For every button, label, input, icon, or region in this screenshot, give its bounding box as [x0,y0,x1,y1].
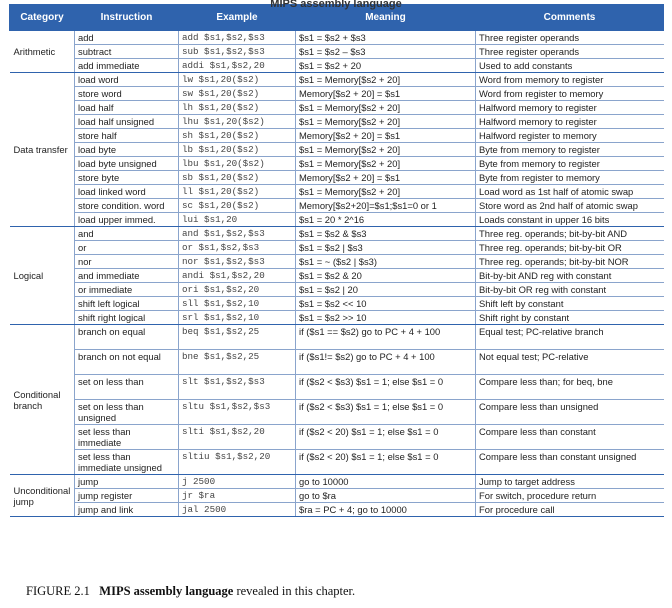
comments-cell: Word from register to memory [476,87,664,101]
meaning-cell: $s1 = $s2 + 20 [296,59,476,73]
meaning-cell: Memory[$s2 + 20] = $s1 [296,129,476,143]
table-row [10,213,664,227]
example-cell: jal 2500 [179,503,296,517]
table-row [10,199,664,213]
comments-cell: Halfword memory to register [476,101,664,115]
table-row [10,115,664,129]
comments-cell: Compare less than constant [476,425,664,450]
meaning-cell: Memory[$s2 + 20] = $s1 [296,87,476,101]
table-row [10,375,664,400]
instruction-cell: jump register [75,489,179,503]
header-instruction: Instruction [75,5,179,31]
category-cell: Logical [10,227,75,325]
category-cell: Conditional branch [10,325,75,475]
comments-cell: Load word as 1st half of atomic swap [476,185,664,199]
comments-cell: For switch, procedure return [476,489,664,503]
instruction-cell: set on less than [75,375,179,400]
example-cell: sw $s1,20($s2) [179,87,296,101]
example-cell: addi $s1,$s2,20 [179,59,296,73]
table-row [10,269,664,283]
comments-cell: Three reg. operands; bit-by-bit AND [476,227,664,241]
comments-cell: Bit-by-bit AND reg with constant [476,269,664,283]
example-cell: j 2500 [179,475,296,489]
header-category: Category [10,5,75,31]
table-row [10,87,664,101]
table-row [10,400,664,425]
table-row [10,171,664,185]
instruction-cell: store condition. word [75,199,179,213]
meaning-cell: go to 10000 [296,475,476,489]
header-comments: Comments [476,5,664,31]
meaning-cell: if ($s2 < $s3) $s1 = 1; else $s1 = 0 [296,375,476,400]
instruction-cell: jump [75,475,179,489]
table-row [10,45,664,59]
meaning-cell: $s1 = $s2 – $s3 [296,45,476,59]
figure [9,4,663,517]
meaning-cell: if ($s2 < 20) $s1 = 1; else $s1 = 0 [296,425,476,450]
meaning-cell: $s1 = $s2 | 20 [296,283,476,297]
category-cell: Data transfer [10,73,75,227]
meaning-cell: if ($s2 < $s3) $s1 = 1; else $s1 = 0 [296,400,476,425]
meaning-cell: $s1 = $s2 & $s3 [296,227,476,241]
instruction-cell: set less than immediate unsigned [75,450,179,475]
example-cell: sb $s1,20($s2) [179,171,296,185]
instruction-cell: load byte unsigned [75,157,179,171]
meaning-cell: $s1 = Memory[$s2 + 20] [296,115,476,129]
instruction-cell: add [75,31,179,45]
example-cell: sll $s1,$s2,10 [179,297,296,311]
example-cell: add $s1,$s2,$s3 [179,31,296,45]
comments-cell: Not equal test; PC-relative [476,350,664,375]
instruction-cell: store word [75,87,179,101]
comments-cell: Three register operands [476,31,664,45]
instruction-cell: branch on equal [75,325,179,350]
table-row [10,475,664,489]
table-row [10,297,664,311]
meaning-cell: $s1 = Memory[$s2 + 20] [296,157,476,171]
example-cell: lbu $s1,20($s2) [179,157,296,171]
instruction-cell: or [75,241,179,255]
meaning-cell: $s1 = Memory[$s2 + 20] [296,143,476,157]
mips-table [9,4,664,517]
meaning-cell: $s1 = $s2 << 10 [296,297,476,311]
meaning-cell: Memory[$s2 + 20] = $s1 [296,171,476,185]
meaning-cell: $s1 = 20 * 2^16 [296,213,476,227]
table-row [10,350,664,375]
meaning-cell: Memory[$s2+20]=$s1;$s1=0 or 1 [296,199,476,213]
instruction-cell: set on less than unsigned [75,400,179,425]
comments-cell: Compare less than unsigned [476,400,664,425]
caption-title: MIPS assembly language [99,584,234,598]
instruction-cell: load upper immed. [75,213,179,227]
table-body [10,31,664,517]
instruction-cell: and immediate [75,269,179,283]
comments-cell: Compare less than; for beq, bne [476,375,664,400]
meaning-cell: $s1 = Memory[$s2 + 20] [296,73,476,87]
caption-label: FIGURE 2.1 [26,584,90,598]
instruction-cell: or immediate [75,283,179,297]
comments-cell: Byte from register to memory [476,171,664,185]
comments-cell: Halfword register to memory [476,129,664,143]
example-cell: sh $s1,20($s2) [179,129,296,143]
example-cell: lui $s1,20 [179,213,296,227]
table-row [10,227,664,241]
meaning-cell: $s1 = $s2 & 20 [296,269,476,283]
instruction-cell: subtract [75,45,179,59]
example-cell: ll $s1,20($s2) [179,185,296,199]
table-row [10,185,664,199]
example-cell: sub $s1,$s2,$s3 [179,45,296,59]
table-row [10,31,664,45]
comments-cell: Equal test; PC-relative branch [476,325,664,350]
table-row [10,157,664,171]
meaning-cell: $s1 = $s2 >> 10 [296,311,476,325]
meaning-cell: $ra = PC + 4; go to 10000 [296,503,476,517]
meaning-cell: $s1 = $s2 | $s3 [296,241,476,255]
header-meaning: Meaning [296,5,476,31]
comments-cell: Used to add constants [476,59,664,73]
example-cell: slt $s1,$s2,$s3 [179,375,296,400]
instruction-cell: store half [75,129,179,143]
example-cell: slti $s1,$s2,20 [179,425,296,450]
instruction-cell: branch on not equal [75,350,179,375]
comments-cell: Compare less than constant unsigned [476,450,664,475]
comments-cell: Three reg. operands; bit-by-bit NOR [476,255,664,269]
header-example: Example [179,5,296,31]
example-cell: nor $s1,$s2,$s3 [179,255,296,269]
instruction-cell: load half unsigned [75,115,179,129]
instruction-cell: load byte [75,143,179,157]
comments-cell: Three reg. operands; bit-by-bit OR [476,241,664,255]
example-cell: andi $s1,$s2,20 [179,269,296,283]
meaning-cell: $s1 = $s2 + $s3 [296,31,476,45]
example-cell: beq $s1,$s2,25 [179,325,296,350]
comments-cell: Byte from memory to register [476,157,664,171]
table-row [10,325,664,350]
instruction-cell: nor [75,255,179,269]
example-cell: srl $s1,$s2,10 [179,311,296,325]
meaning-cell: if ($s2 < 20) $s1 = 1; else $s1 = 0 [296,450,476,475]
category-cell: Arithmetic [10,31,75,73]
instruction-cell: jump and link [75,503,179,517]
table-row [10,450,664,475]
comments-cell: For procedure call [476,503,664,517]
top-title-cutoff [9,0,663,3]
comments-cell: Byte from memory to register [476,143,664,157]
instruction-cell: load word [75,73,179,87]
instruction-cell: shift left logical [75,297,179,311]
table-row [10,425,664,450]
comments-cell: Shift right by constant [476,311,664,325]
comments-cell: Loads constant in upper 16 bits [476,213,664,227]
comments-cell: Store word as 2nd half of atomic swap [476,199,664,213]
example-cell: lb $s1,20($s2) [179,143,296,157]
comments-cell: Halfword memory to register [476,115,664,129]
meaning-cell: if ($s1 == $s2) go to PC + 4 + 100 [296,325,476,350]
instruction-cell: and [75,227,179,241]
example-cell: bne $s1,$s2,25 [179,350,296,375]
instruction-cell: load linked word [75,185,179,199]
meaning-cell: if ($s1!= $s2) go to PC + 4 + 100 [296,350,476,375]
table-row [10,255,664,269]
comments-cell: Word from memory to register [476,73,664,87]
meaning-cell: $s1 = Memory[$s2 + 20] [296,101,476,115]
example-cell: sltiu $s1,$s2,20 [179,450,296,475]
table-row [10,101,664,115]
caption-rest: revealed in this chapter. [233,584,356,598]
meaning-cell: $s1 = ~ ($s2 | $s3) [296,255,476,269]
instruction-cell: set less than immediate [75,425,179,450]
comments-cell: Three register operands [476,45,664,59]
meaning-cell: $s1 = Memory[$s2 + 20] [296,185,476,199]
figure-caption [26,584,355,599]
example-cell: sc $s1,20($s2) [179,199,296,213]
example-cell: and $s1,$s2,$s3 [179,227,296,241]
example-cell: jr $ra [179,489,296,503]
table-row [10,143,664,157]
example-cell: or $s1,$s2,$s3 [179,241,296,255]
example-cell: lh $s1,20($s2) [179,101,296,115]
example-cell: lhu $s1,20($s2) [179,115,296,129]
table-row [10,59,664,73]
table-row [10,241,664,255]
table-row [10,503,664,517]
table-row [10,311,664,325]
comments-cell: Bit-by-bit OR reg with constant [476,283,664,297]
meaning-cell: go to $ra [296,489,476,503]
table-row [10,489,664,503]
instruction-cell: shift right logical [75,311,179,325]
table-row [10,283,664,297]
category-cell: Unconditional jump [10,475,75,517]
instruction-cell: load half [75,101,179,115]
example-cell: sltu $s1,$s2,$s3 [179,400,296,425]
instruction-cell: store byte [75,171,179,185]
table-row [10,129,664,143]
instruction-cell: add immediate [75,59,179,73]
table-row [10,73,664,87]
comments-cell: Shift left by constant [476,297,664,311]
example-cell: ori $s1,$s2,20 [179,283,296,297]
example-cell: lw $s1,20($s2) [179,73,296,87]
comments-cell: Jump to target address [476,475,664,489]
